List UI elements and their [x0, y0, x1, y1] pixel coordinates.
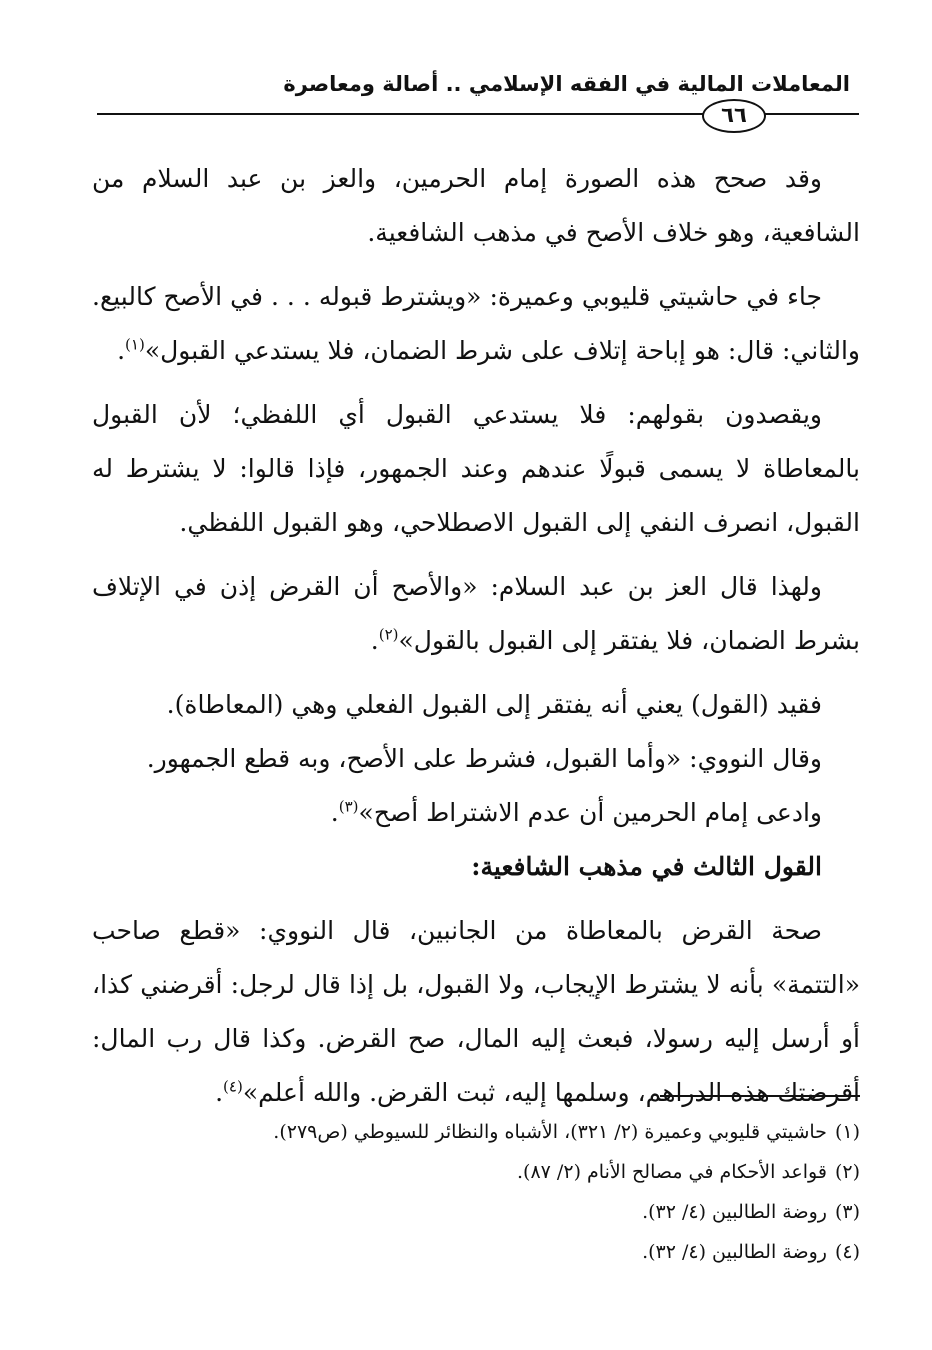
paragraph: وادعى إمام الحرمين أن عدم الاشتراط أصح»$^{(٣)}$. [330, 797, 822, 827]
footnote: (٤)روضة الطالبين (٤/ ٣٢). [642, 1241, 860, 1263]
running-header-title: المعاملات المالية في الفقه الإسلامي .. أصالة ومعاصرة [283, 72, 850, 96]
main-text [92, 152, 860, 1120]
footnote: (٢)قواعد الأحكام في مصالح الأنام (٢/ ٨٧). [517, 1161, 860, 1183]
page-number: ٦٦ [702, 99, 766, 133]
footnote: (١)حاشيتي قليوبي وعميرة (٢/ ٣٢١)، الأشباه والنظائر للسيوطي (ص٢٧٩). [273, 1121, 860, 1143]
footnote-ref[interactable]: (٢) [378, 625, 399, 644]
paragraph: وقال النووي: «وأما القبول، فشرط على الأصح، وبه قطع الجمهور. [146, 744, 822, 773]
paragraph: ولهذا قال العز بن عبد السلام: «والأصح أن القرض إذن في الإتلاف بشرط الضمان، فلا يفتقر إلى القبول بالقول»$^{(٢)}$. [92, 572, 860, 655]
footnotes [92, 1112, 860, 1272]
paragraph: فقيد (القول) يعني أنه يفتقر إلى القبول الفعلي وهي (المعاطاة). [166, 690, 822, 719]
section-heading: القول الثالث في مذهب الشافعية: [471, 852, 822, 881]
footnote-ref[interactable]: (٣) [338, 797, 359, 816]
paragraph: صحة القرض بالمعاطاة من الجانبين، قال النووي: «قطع صاحب «التتمة» بأنه لا يشترط الإيجاب، ولا القبول، بل إذا قال لرجل: أقرضني كذا، أو أرسل إليه رسولا، فبعث إليه المال، صح القرض. وكذا قال رب المال: أقرضتك هذه الدراهم، وسلمها إليه، ثبت القرض. والله أعلم»$^{(٤)}$. [92, 916, 860, 1107]
paragraph: وقد صحح هذه الصورة إمام الحرمين، والعز بن عبد السلام من الشافعية، وهو خلاف الأصح في مذهب الشافعية. [92, 164, 860, 247]
paragraph: ويقصدون بقولهم: فلا يستدعي القبول أي اللفظي؛ لأن القبول بالمعاطاة لا يسمى قبولًا عندهم وعند الجمهور، فإذا قالوا: لا يشترط له القبول، انصرف النفي إلى القبول الاصطلاحي، وهو القبول اللفظي. [92, 400, 860, 537]
footnote-ref[interactable]: (١) [125, 335, 145, 354]
footnote: (٣)روضة الطالبين (٤/ ٣٢). [642, 1201, 860, 1223]
footnote-separator [660, 1095, 860, 1097]
paragraph: جاء في حاشيتي قليوبي وعميرة: «ويشترط قبوله . . . في الأصح كالبيع. والثاني: قال: هو إباحة إتلاف على شرط الضمان، فلا يستدعي القبول»$^{(١)}$. [92, 282, 860, 365]
footnote-ref[interactable]: (٤) [223, 1077, 243, 1096]
